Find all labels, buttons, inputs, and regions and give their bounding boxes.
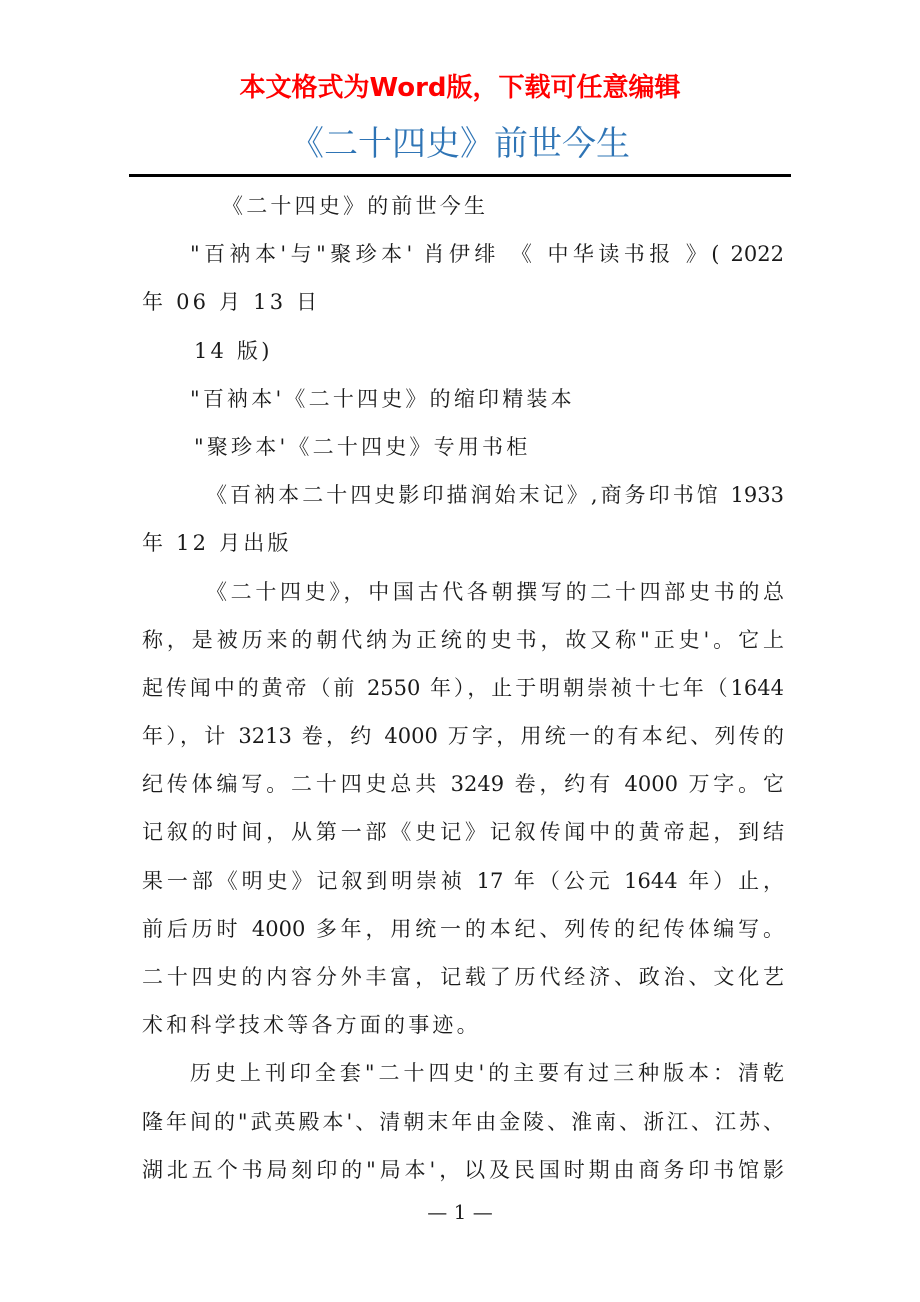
download-banner: 本文格式为Word版，下载可任意编辑	[239, 73, 681, 103]
body-line: 历史上刊印全套"二十四史'的主要有过三种版本：清乾	[190, 1061, 784, 1086]
body-line: 年），计 3213 卷，约 4000 万字，用统一的有本纪、列传的	[142, 724, 784, 749]
body-line: 《二十四史》，中国古代各朝撰写的二十四部史书的总	[206, 579, 784, 604]
body-line: 年 06 月 13 日	[142, 290, 321, 315]
body-line: 纪传体编写。二十四史总共 3249 卷，约有 4000 万字。它	[142, 772, 784, 797]
body-line: 《二十四史》的前世今生	[222, 194, 489, 218]
body-line: 湖北五个书局刻印的"局本'，以及民国时期由商务印书馆影	[142, 1157, 784, 1182]
body-line: 二十四史的内容分外丰富，记载了历代经济、政治、文化艺	[142, 965, 784, 989]
body-line: 术和科学技术等各方面的事迹。	[142, 1013, 481, 1038]
body-line: 果一部《明史》记叙到明崇祯 17 年（公元 1644 年）止，	[142, 868, 784, 893]
body-line: 《百衲本二十四史影印描润始末记》,商务印书馆 1933	[206, 483, 784, 508]
body-line: 起传闻中的黄帝（前 2550 年），止于明朝崇祯十七年（1644	[142, 675, 784, 700]
title-divider	[129, 174, 791, 177]
page-number: — 1 —	[427, 1200, 493, 1224]
body-line: 前后历时 4000 多年，用统一的本纪、列传的纪传体编写。	[142, 916, 784, 941]
body-line: 记叙的时间，从第一部《史记》记叙传闻中的黄帝起，到结	[142, 820, 784, 845]
document-body	[142, 182, 784, 1194]
body-line: 隆年间的"武英殿本'、清朝末年由金陵、淮南、浙江、江苏、	[142, 1109, 784, 1134]
body-line: "百衲本'与"聚珍本' 肖伊绯 《 中华读书报 》( 2022	[190, 242, 784, 267]
body-line: 14 版)	[194, 338, 273, 363]
body-line: 称，是被历来的朝代纳为正统的史书，故又称"正史'。它上	[142, 627, 784, 652]
document-title: 《二十四史》前世今生	[290, 124, 630, 164]
body-line: "百衲本'《二十四史》的缩印精装本	[190, 386, 575, 411]
body-line: "聚珍本'《二十四史》专用书柜	[194, 434, 531, 459]
body-line: 年 12 月出版	[142, 531, 292, 556]
